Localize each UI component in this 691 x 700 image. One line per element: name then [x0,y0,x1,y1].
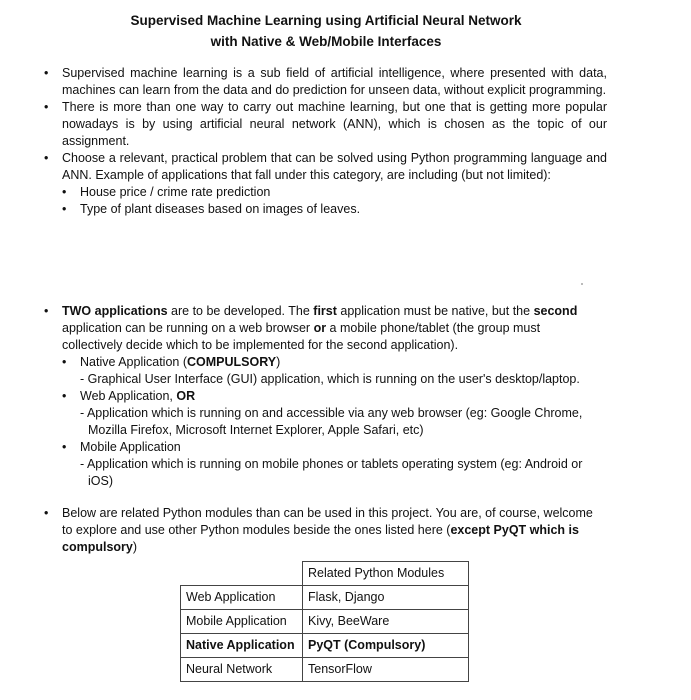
table-cell: Kivy, BeeWare [303,610,469,634]
bullet-ann [0,99,607,150]
apps-line-1 [62,303,691,320]
table-cell: TensorFlow [303,658,469,682]
bullet-python-modules [0,505,691,556]
text-run: ) [132,540,138,554]
python-modules-table [180,561,469,682]
mobile-desc-line-1: - Application which is running on mobile phones or tablets operating system (eg: Android or [80,457,583,471]
bullet-icon: • [62,440,67,454]
table-header-empty [181,562,303,586]
title-line-2: with Native & Web/Mobile Interfaces [210,34,442,49]
bullet-icon: • [62,185,67,199]
bullet-icon: • [62,389,67,403]
bullet-text: There is more than one way to carry out machine learning, but one that is getting more popular nowadays is by using artificial neural network (ANN), which is chosen as the topic of our assignment. [62,100,607,148]
text-run: application must be native, but the [336,304,534,318]
sub-bullet-web-app [0,388,691,405]
apps-line-3: collectively decide which to be implemented for the second application). [62,338,459,352]
table-cell: Native Application [181,634,303,658]
modules-line-3 [62,539,691,556]
bullet-icon: • [44,66,49,80]
native-desc-text: - Graphical User Interface (GUI) application, which is running on the user's desktop/laptop. [80,372,580,386]
table-header-cell: Related Python Modules [303,562,469,586]
stray-mark [581,283,583,285]
sub-bullet-mobile-app [0,439,691,456]
web-desc-line-2: Mozilla Firefox, Microsoft Internet Explorer, Apple Safari, etc) [88,423,424,437]
table-cell: PyQT (Compulsory) [303,634,469,658]
bold-except-pyqt: except PyQT which is [450,523,579,537]
bullet-choose-problem [0,150,607,184]
modules-section [0,505,691,556]
table-header-row [181,562,469,586]
table-cell: Web Application [181,586,303,610]
bold-two-applications: TWO applications [62,304,168,318]
table-cell: Mobile Application [181,610,303,634]
web-label: Web Application, [80,389,177,403]
bullet-text: Supervised machine learning is a sub field of artificial intelligence, where presented with data, machines can learn from the data and do prediction for unseen data, without explicit programming. [62,66,607,97]
table-row [181,586,469,610]
table-cell: Flask, Django [303,586,469,610]
apps-line-2 [62,320,691,337]
bullet-icon: • [62,202,67,216]
bullet-icon: • [44,506,49,520]
bullet-icon: • [62,355,67,369]
bullet-two-applications [0,303,691,354]
sub-bullet-native-app [0,354,691,371]
mobile-desc [0,456,691,490]
applications-section [0,303,691,490]
bold-compulsory: COMPULSORY [187,355,277,369]
document-title [0,10,652,52]
bullet-icon: • [44,100,49,114]
bullet-icon: • [44,304,49,318]
web-desc-line-1: - Application which is running on and accessible via any web browser (eg: Google Chrome, [80,406,583,420]
sub-bullet-text: House price / crime rate prediction [80,185,271,199]
text-run: to explore and use other Python modules beside the ones listed here ( [62,523,451,537]
text-run: a mobile phone/tablet (the group must [326,321,541,335]
native-desc [0,371,691,388]
table-cell: Neural Network [181,658,303,682]
text-run: application can be running on a web browser [62,321,314,335]
intro-bullets [0,65,691,218]
bold-second: second [533,304,578,318]
table-row [181,634,469,658]
native-label: Native Application ( [80,355,188,369]
mobile-label: Mobile Application [80,440,181,454]
bullet-supervised-ml [0,65,607,99]
sub-bullet-plant-diseases [0,201,691,218]
mobile-desc-line-2: iOS) [88,474,113,488]
text-run: ) [276,355,281,369]
bold-compulsory: compulsory [62,540,133,554]
bold-first: first [313,304,337,318]
sub-bullet-text: Type of plant diseases based on images of leaves. [80,202,361,216]
table-row [181,658,469,682]
text-run: are to be developed. The [167,304,314,318]
modules-line-2 [62,522,691,539]
web-desc [0,405,691,439]
modules-line-1: Below are related Python modules than can be used in this project. You are, of course, welcome [62,506,593,520]
sub-bullet-house-price [0,184,691,201]
bold-or: or [313,321,327,335]
title-line-1: Supervised Machine Learning using Artificial Neural Network [130,13,522,28]
bold-or: OR [176,389,196,403]
table-row [181,610,469,634]
bullet-text: Choose a relevant, practical problem that can be solved using Python programming language and ANN. Example of applications that fall under this category, are including (but not limited): [62,151,607,182]
bullet-icon: • [44,151,49,165]
